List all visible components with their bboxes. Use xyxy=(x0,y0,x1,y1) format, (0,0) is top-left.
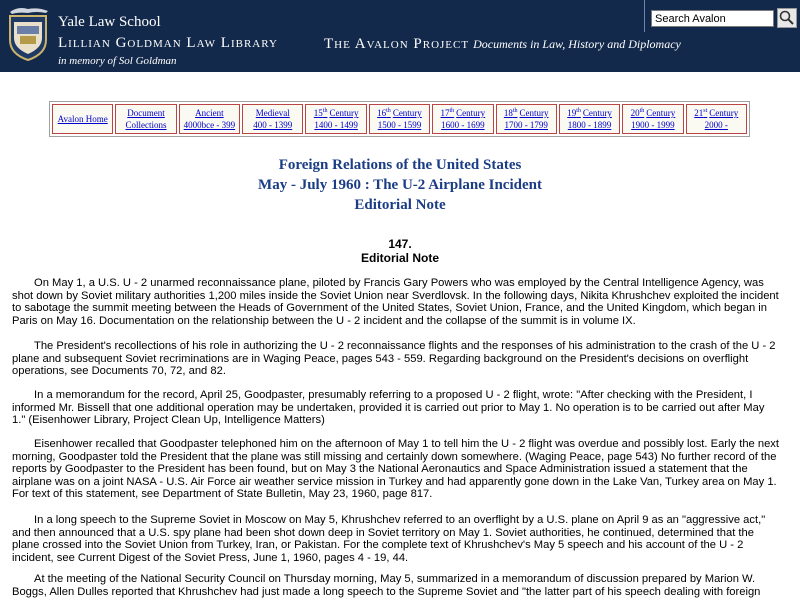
page-title-line-1: Foreign Relations of the United States xyxy=(278,157,522,173)
memory-line: in memory of Sol Goldman xyxy=(58,55,177,67)
page-title-line-2: May - July 1960 : The U-2 Airplane Incident xyxy=(258,177,542,193)
nav-link-line-1 xyxy=(567,107,612,119)
century-nav-row xyxy=(52,104,747,134)
paragraph: In a memorandum for the record, April 25, Goodpaster, presumably referring to a proposed U - 2 flight, wrote: "After checking with the President, I informed Mr. Bissell that one additional operation may be undertaken, provided it is carried out prior to May 1. No operation is to be carried out after May 1." (Eisenhower Library, Project Clean Up, Intelligence Matters) xyxy=(12,389,765,427)
magnifier-icon xyxy=(778,9,796,27)
nav-link[interactable] xyxy=(369,104,430,134)
century-word: Century xyxy=(329,108,359,118)
nav-link-line-1 xyxy=(694,107,738,119)
nav-link[interactable] xyxy=(115,104,176,134)
nav-link-line-2: 400 - 1399 xyxy=(253,120,293,130)
nav-link-line-1: Ancient xyxy=(195,108,224,118)
century-number: 21 xyxy=(694,108,704,118)
paragraph: Eisenhower recalled that Goodpaster telephoned him on the afternoon of May 1 to tell him the U - 2 flight was overdue and possibly lost. Early the next morning, Goodpaster told the President that the plane was still missing and certainly down somewhere. (Waging Peace, page 543) No further record of the reports by Goodpaster to the President has been found, but on May 3 the National Aeronautics and Space Administration issued a statement that the airplane was on a joint NASA - U.S. Air Force air weather service mission in Turkey and had apparently gone down in the Lake Van, Turkey area on May 1. For text of this statement, see Department of State Bulletin, May 23, 1960, page 817. xyxy=(12,438,780,501)
nav-link-line-1 xyxy=(314,107,359,119)
nav-link[interactable] xyxy=(622,104,683,134)
century-word: Century xyxy=(392,108,422,118)
century-word: Century xyxy=(456,108,486,118)
nav-link[interactable] xyxy=(52,104,113,134)
century-suffix: th xyxy=(639,108,645,114)
search-input[interactable] xyxy=(651,10,774,27)
project-name[interactable]: The Avalon Project xyxy=(324,36,470,52)
century-suffix: th xyxy=(449,108,455,114)
century-suffix: th xyxy=(386,108,391,114)
nav-link[interactable] xyxy=(432,104,493,134)
century-word: Century xyxy=(709,108,739,118)
century-number: 17 xyxy=(440,108,450,118)
paragraph: In a long speech to the Supreme Soviet in Moscow on May 5, Khrushchev referred to an overflight by a U.S. plane on April 9 as an "aggressive act," and then announced that a U.S. spy plane had been shot down deep in Soviet territory on May 1. Soviet authorities, he continued, determined that the plane crossed into the Soviet Union from Turkey, Iran, or Pakistan. For the complete text of Khrushchev's May 5 speech and his account of the U - 2 incident, see Current Digest of the Soviet Press, June 1, 1960, pages 4 - 19, 44. xyxy=(12,514,766,564)
nav-link-line-2: 1700 - 1799 xyxy=(504,120,548,130)
century-word: Century xyxy=(582,108,612,118)
nav-link-line-1: Avalon Home xyxy=(57,114,108,124)
paragraph: At the meeting of the National Security Council on Thursday morning, May 5, summarized in a memorandum of discussion prepared by Marion W. Boggs, Allen Dulles reported that Khrushchev had just made a long speech to the Supreme Soviet and "the latter part of his speech dealing with foreign xyxy=(12,573,761,598)
site-header xyxy=(0,0,800,72)
nav-link-line-2: 2000 - xyxy=(704,120,728,130)
century-number: 20 xyxy=(630,108,640,118)
library-name[interactable]: Lillian Goldman Law Library xyxy=(58,35,278,51)
project-title[interactable] xyxy=(324,36,681,53)
nav-link-line-1 xyxy=(631,107,676,119)
paragraph: On May 1, a U.S. U - 2 unarmed reconnaissance plane, piloted by Francis Gary Powers who was employed by the Central Intelligence Agency, was shot down by Soviet military authorities 1,200 miles inside the Soviet Union near Sverdlovsk. In the following days, Nikita Khrushchev exploited the incident to sabotage the summit meeting between the Heads of Government of the United States, Soviet Union, France, and the United Kingdom, which began in Paris on May 16. Documentation on the relationship between the U - 2 incident and the collapse of the summit is in volume IX. xyxy=(12,277,779,327)
yale-law-seal-icon[interactable] xyxy=(8,14,48,62)
nav-link-line-2: 1400 - 1499 xyxy=(314,120,358,130)
nav-link-line-2: 4000bce - 399 xyxy=(183,120,236,130)
nav-link-line-2: 1900 - 1999 xyxy=(631,120,675,130)
nav-link-line-1: Medieval xyxy=(255,108,290,118)
nav-link-line-2: Collections xyxy=(125,120,167,130)
century-suffix: th xyxy=(322,108,328,114)
century-number: 16 xyxy=(377,108,387,118)
century-nav xyxy=(49,101,750,137)
nav-link-line-1: Document xyxy=(127,108,165,118)
century-number: 18 xyxy=(503,108,513,118)
header-divider xyxy=(644,0,645,32)
nav-link-line-2: 1800 - 1899 xyxy=(567,120,612,130)
nav-link[interactable] xyxy=(242,104,303,134)
nav-link-line-2: 1600 - 1699 xyxy=(441,120,485,130)
paragraph: The President's recollections of his role in authorizing the U - 2 reconnaissance flights and the responses of his administration to the crash of the U - 2 plane and subsequent Soviet recriminations are in Waging Peace, pages 543 - 559. Regarding background on the President's decisions on overflight operations, see Documents 70, 72, and 82. xyxy=(12,340,776,378)
century-number: 19 xyxy=(567,108,577,118)
century-suffix: st xyxy=(703,108,708,114)
document-number: 147. xyxy=(388,237,412,251)
century-suffix: th xyxy=(512,108,518,114)
school-name[interactable]: Yale Law School xyxy=(58,14,161,30)
document-label: Editorial Note xyxy=(360,251,439,265)
project-subtitle: Documents in Law, History and Diplomacy xyxy=(473,37,681,51)
nav-link[interactable] xyxy=(686,104,747,134)
search-button[interactable] xyxy=(777,8,797,28)
century-number: 15 xyxy=(313,108,323,118)
century-word: Century xyxy=(646,108,676,118)
century-suffix: th xyxy=(576,108,581,114)
nav-link[interactable] xyxy=(559,104,620,134)
nav-link-line-2: 1500 - 1599 xyxy=(377,120,422,130)
page-title-line-3: Editorial Note xyxy=(354,197,446,213)
nav-link[interactable] xyxy=(496,104,557,134)
nav-link-line-1 xyxy=(441,107,486,119)
nav-link-line-1 xyxy=(504,107,549,119)
nav-link[interactable] xyxy=(305,104,366,134)
nav-link-line-1 xyxy=(377,107,422,119)
nav-link[interactable] xyxy=(179,104,240,134)
century-word: Century xyxy=(519,108,549,118)
